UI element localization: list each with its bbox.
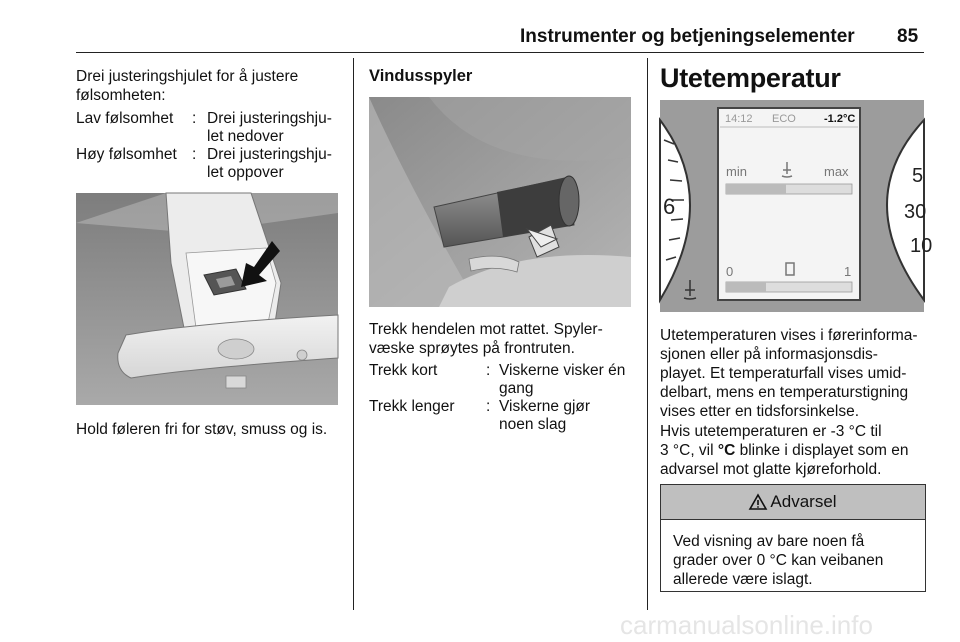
- outside-temp-paragraph: Utetemperaturen vises i førerinforma- sjonen eller på informasjonsdis- playet. Et temperaturfall vises umid- delbart, mens en temperaturstigning vises etter en tidsforsinkelse.: [660, 327, 918, 420]
- warning-box: [660, 484, 926, 592]
- warning-title: Advarsel: [770, 492, 837, 511]
- header-title: Instrumenter og betjeningselementer: [520, 26, 855, 47]
- instrument-display-illustration: [660, 100, 933, 312]
- column-divider-1: [353, 58, 354, 610]
- section-heading: Vindusspyler: [369, 67, 473, 85]
- section-heading: Utetemperatur: [660, 63, 841, 93]
- right-gauge-number: 10: [910, 235, 933, 257]
- wiper-instructions: Trekk hendelen mot rattet. Spyler- væske sprøytes på frontruten.: [369, 321, 603, 357]
- page-number: 85: [897, 26, 919, 47]
- column-divider-2: [647, 58, 648, 610]
- display-max: max: [824, 164, 849, 179]
- display-scale-end: 1: [844, 264, 852, 279]
- display-eco: ECO: [772, 113, 796, 125]
- wiper-lever-illustration: [369, 97, 631, 307]
- header-rule: [76, 52, 924, 53]
- warning-triangle-icon: [749, 494, 767, 510]
- warning-blink-paragraph: Hvis utetemperaturen er -3 °C til 3 °C, vil °C blinke i displayet som en advarsel mot glatte kjøreforhold.: [660, 423, 909, 478]
- warning-header: [661, 485, 925, 520]
- display-min: min: [726, 164, 747, 179]
- left-gauge-number: 6: [663, 194, 676, 219]
- caption: Hold føleren fri for støv, smuss og is.: [76, 421, 328, 438]
- intro-text: Drei justeringshjulet for å justere følsomheten:: [76, 68, 299, 104]
- warning-text: Ved visning av bare noen få grader over 0 °C kan veibanen allerede være islagt.: [673, 533, 884, 588]
- degree-celsius-symbol: °C: [717, 442, 736, 459]
- display-scale-start: 0: [726, 264, 734, 279]
- rain-sensor-illustration: [76, 193, 338, 405]
- display-outside-temp: -1.2°C: [824, 113, 856, 125]
- display-time: 14:12: [725, 113, 753, 125]
- right-gauge-number: 30: [904, 201, 927, 223]
- driver-info-display: [718, 108, 860, 300]
- right-gauge-number: 5: [912, 165, 924, 187]
- watermark: carmanualsonline.info: [620, 610, 873, 640]
